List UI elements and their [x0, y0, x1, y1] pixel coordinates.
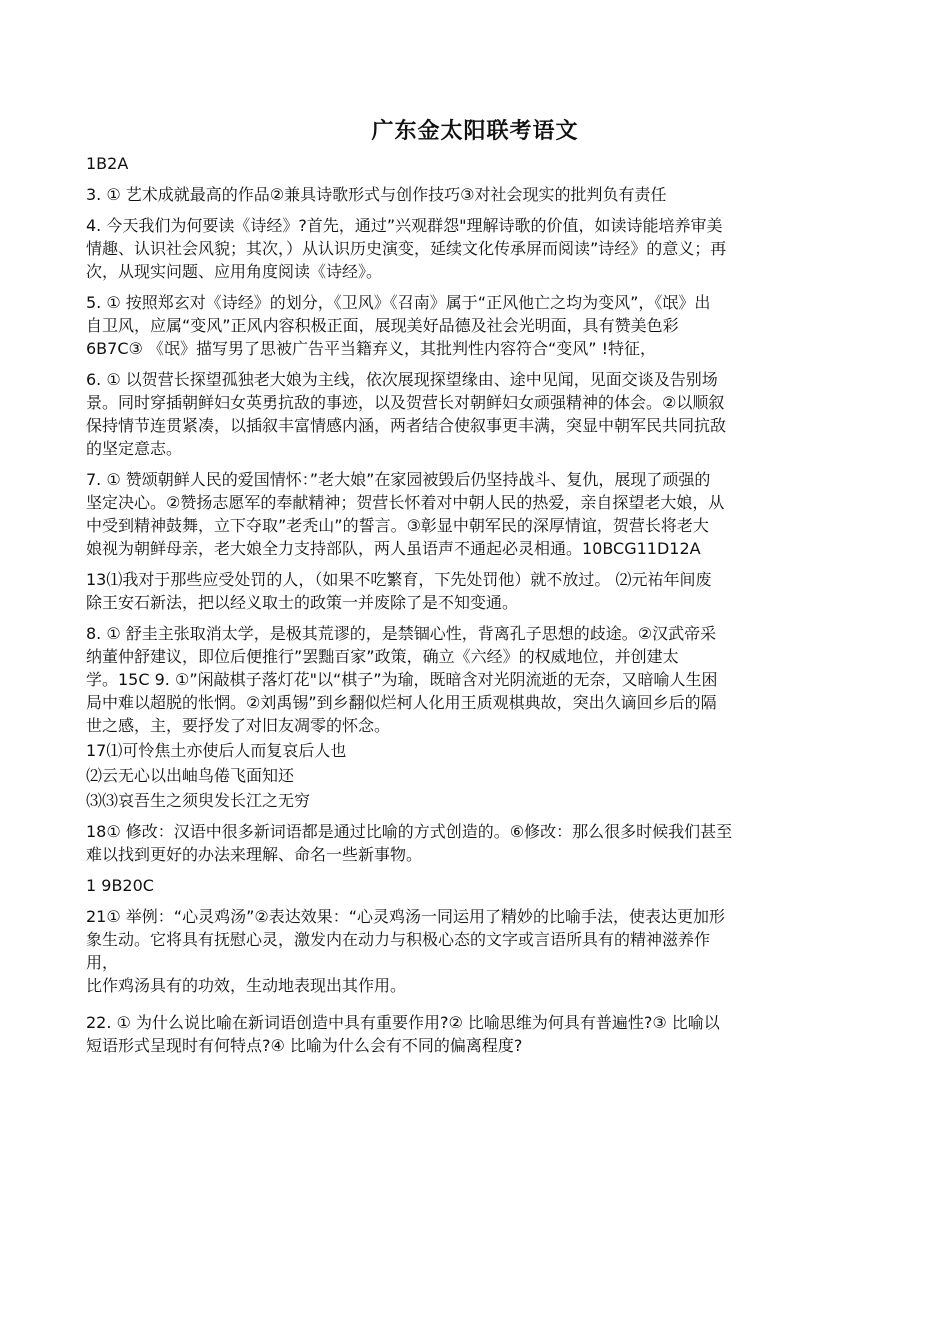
text-line: 3. ① 艺术成就最高的作品②兼具诗歌形式与创作技巧③对社会现实的批判负有责任	[86, 185, 667, 204]
text-line: 中受到精神鼓舞，立下夺取”老秃山”的誓言。③彰显中朝军民的深厚情谊，贺营长将老大	[86, 516, 709, 535]
answer-paragraph	[86, 152, 876, 175]
text-line: 除王安石新法，把以经义取士的政策一并废除了是不知变通。	[86, 593, 519, 612]
text-line: 用，	[86, 953, 119, 972]
answer-content	[86, 152, 876, 1065]
text-line: 6. ① 以贺营长探望孤独老大娘为主线，依次展现探望缘由、途中见闻，见面交谈及告别场	[86, 370, 718, 389]
text-line: 17⑴可怜焦土亦使后人而复哀后人也	[86, 741, 347, 760]
text-line: 21① 举例：“心灵鸡汤”②表达效果：“心灵鸡汤一同运用了精妙的比喻手法，使表达更加形	[86, 907, 726, 926]
answer-paragraph	[86, 764, 876, 787]
text-line: 次，从现实问题、应用角度阅读《诗经》。	[86, 262, 383, 281]
text-line: 22. ① 为什么说比喻在新词语创造中具有重要作用?② 比喻思维为何具有普遍性?③ 比喻以	[86, 1013, 720, 1032]
text-line: 自卫风，应属“变风”正风内容积极正面，展现美好品德及社会光明面，具有赞美色彩	[86, 316, 679, 335]
text-line: ⑶⑶哀吾生之须臾发长江之无穷	[86, 791, 311, 810]
text-line: 学。15C 9. ①”闲敲棋子落灯花"以“棋子”为瑜，既暗含对光阴流逝的无奈，又暗喻人生困	[86, 670, 718, 689]
answer-paragraph	[86, 183, 876, 206]
text-line: 纳董仲舒建议，即位后便推行”罢黜百家”政策，确立《六经》的权威地位，并创建太	[86, 647, 679, 666]
answer-paragraph	[86, 874, 876, 897]
text-line: 5. ① 按照郑玄对《诗经》的划分，《卫风》《召南》属于“正风他亡之均为变风”，《氓》出	[86, 293, 711, 312]
text-line: 的坚定意志。	[86, 439, 183, 458]
text-line: 1B2A	[86, 154, 129, 173]
text-line: 1 9B20C	[86, 876, 154, 895]
text-line: 7. ① 赞颂朝鲜人民的爱国情怀：”老大娘”在家园被毁后仍坚持战斗、复仇，展现了顽强的	[86, 470, 711, 489]
text-line: 保持情节连贯紧凑，以插叙丰富情感内涵，两者结合使叙事更丰满，突显中朝军民共同抗敌	[86, 416, 727, 435]
text-line: ⑵云无心以出岫鸟倦飞面知还	[86, 766, 295, 785]
text-line: 局中难以超脱的怅惘。②刘禹锡”到乡翻似烂柯人化用王质观棋典故，突出久谪回乡后的隔	[86, 693, 717, 712]
answer-paragraph	[86, 789, 876, 812]
text-line: 难以找到更好的办法来理解、命名一些新事物。	[86, 845, 423, 864]
text-line: 8. ① 舒圭主张取消太学，是极其荒谬的，是禁锢心性，背离孔子思想的歧途。②汉武帝采	[86, 624, 717, 643]
answer-paragraph	[86, 1011, 876, 1057]
answer-paragraph	[86, 622, 876, 737]
text-line: 象生动。它将具有抚慰心灵，激发内在动力与积极心态的文字或言语所具有的精神滋养作	[86, 930, 711, 949]
text-line: 比作鸡汤具有的功效，生动地表现出其作用。	[86, 976, 407, 995]
answer-paragraph	[86, 820, 876, 866]
answer-paragraph	[86, 905, 876, 997]
text-line: 13⑴我对于那些应受处罚的人，（如果不吃繁育，下先处罚他）就不放过。 ⑵元祐年间废	[86, 570, 712, 589]
answer-paragraph	[86, 739, 876, 762]
text-line: 坚定决心。②赞扬志愿军的奉献精神；贺营长怀着对中朝人民的热爱，亲自探望老大娘，从	[86, 493, 725, 512]
page-title: 广东金太阳联考语文	[371, 119, 579, 144]
answer-paragraph	[86, 291, 876, 360]
text-line: 4. 今天我们为何要读《诗经》?首先，通过”兴观群怨"理解诗歌的价值，如读诗能培养审美	[86, 216, 723, 235]
text-line: 短语形式呈现时有何特点?④ 比喻为什么会有不同的偏离程度?	[86, 1036, 523, 1055]
text-line: 世之感，主，要抒发了对旧友凋零的怀念。	[86, 716, 391, 735]
text-line: 6B7C③ 《氓》描写男了思被广告平当籍弃义，其批判性内容符合“变风” !特征，	[86, 339, 657, 358]
answer-paragraph	[86, 368, 876, 460]
text-line: 18① 修改：汉语中很多新词语都是通过比喻的方式创造的。⑥修改：那么很多时候我们甚至	[86, 822, 733, 841]
answer-paragraph	[86, 214, 876, 283]
answer-paragraph	[86, 468, 876, 560]
answer-paragraph	[86, 568, 876, 614]
text-line: 娘视为朝鲜母亲，老大娘全力支持部队，两人虽语声不通起必灵相通。10BCG11D12A	[86, 539, 701, 558]
text-line: 景。同时穿插朝鲜妇女英勇抗敌的事迹，以及贺营长对朝鲜妇女顽强精神的体会。②以顺叙	[86, 393, 725, 412]
text-line: 情趣、认识社会风貌；其次，）从认识历史演变，延续文化传承屏而阅读”诗经》的意义；再	[86, 239, 727, 258]
